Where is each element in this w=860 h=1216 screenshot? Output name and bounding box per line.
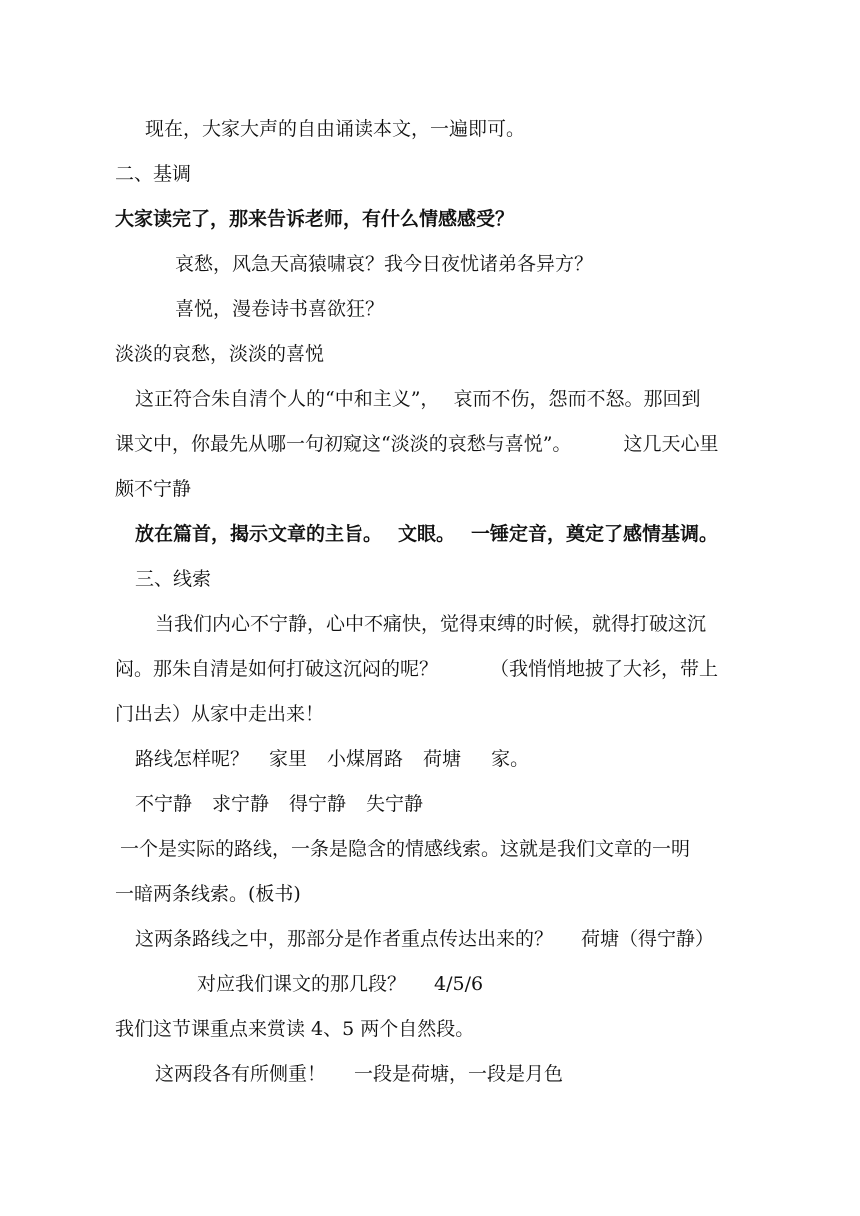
focus-answer: 荷塘（得宁静） [581, 928, 715, 950]
bold-summary-part2: 文眼。 [398, 523, 456, 545]
route-question: 路线怎样呢？ [135, 748, 250, 770]
paragraph-harmony-part1: 这正符合朱自清个人的“中和主义”， [135, 388, 440, 410]
teacher-question-emotion: 大家读完了，那来告诉老师，有什么情感感受？ [115, 208, 515, 230]
mild-emotion-line: 淡淡的哀愁，淡淡的喜悦 [115, 343, 325, 365]
paragraph-breakout-line1: 当我们内心不宁静，心中不痛快，觉得束缚的时候，就得打破这沉 [155, 613, 707, 635]
route-cinder-path: 小煤屑路 [327, 748, 404, 770]
bold-summary-part3: 一锤定音，奠定了感情基调。 [471, 523, 719, 545]
mood-gain-calm: 得宁静 [289, 793, 347, 815]
paragraph-two-clues-line2: 一暗两条线索。(板书) [115, 883, 301, 905]
section-heading-tone: 二、基调 [115, 163, 192, 185]
mood-seek-calm: 求宁静 [212, 793, 270, 815]
paragraph-breakout-line3: 门出去）从家中走出来！ [115, 703, 325, 725]
paragraph-harmony-part3: 课文中，你最先从哪一句初窥这“淡淡的哀愁与喜悦”。 [115, 433, 572, 455]
sorrow-example: 哀愁，风急天高猿啸哀？我今日夜忧诸弟各异方？ [175, 253, 594, 275]
route-lotus-pond: 荷塘 [423, 748, 462, 770]
paragraph-emphasis [155, 1062, 795, 1086]
route-line [135, 747, 775, 771]
paragraph-focus-question [135, 927, 775, 951]
bold-summary-part1: 放在篇首，揭示文章的主旨。 [135, 523, 383, 545]
paragraph-harmony-part4: 这几天心里 [623, 433, 719, 455]
bold-summary-theme [135, 522, 775, 546]
paragraph-breakout-line2 [115, 657, 755, 681]
route-home: 家里 [269, 748, 308, 770]
paragraph-breakout-part2: 闷。那朱自清是如何打破这沉闷的呢？ [115, 658, 439, 680]
paragraph-lesson-focus: 我们这节课重点来赏读 4、5 两个自然段。 [115, 1018, 475, 1040]
route-home-return: 家。 [491, 748, 530, 770]
focus-question: 这两条路线之中，那部分是作者重点传达出来的？ [135, 928, 554, 950]
paragraph-sections [197, 972, 837, 996]
sections-question: 对应我们课文的那几段？ [197, 973, 407, 995]
emphasis-part2: 一段是荷塘，一段是月色 [354, 1063, 564, 1085]
paragraph-harmony-line3: 颇不宁静 [115, 478, 192, 500]
paragraph-harmony [135, 387, 775, 411]
joy-example: 喜悦，漫卷诗书喜欲狂？ [175, 298, 385, 320]
mood-line [135, 792, 775, 816]
mood-not-calm: 不宁静 [135, 793, 193, 815]
paragraph-harmony-part2: 哀而不伤，怨而不怒。那回到 [453, 388, 701, 410]
paragraph-two-clues-line1: 一个是实际的路线，一条是隐含的情感线索。这就是我们文章的一明 [120, 838, 691, 860]
sections-answer: 4/5/6 [434, 973, 484, 995]
paragraph-breakout-part3: （我悄悄地披了大衫，带上 [490, 658, 719, 680]
paragraph-harmony-line2 [115, 432, 755, 456]
mood-lose-calm: 失宁静 [366, 793, 424, 815]
emphasis-part1: 这两段各有所侧重！ [155, 1063, 327, 1085]
section-heading-clues: 三、线索 [135, 568, 212, 590]
reading-instruction: 现在，大家大声的自由诵读本文，一遍即可。 [145, 118, 526, 140]
